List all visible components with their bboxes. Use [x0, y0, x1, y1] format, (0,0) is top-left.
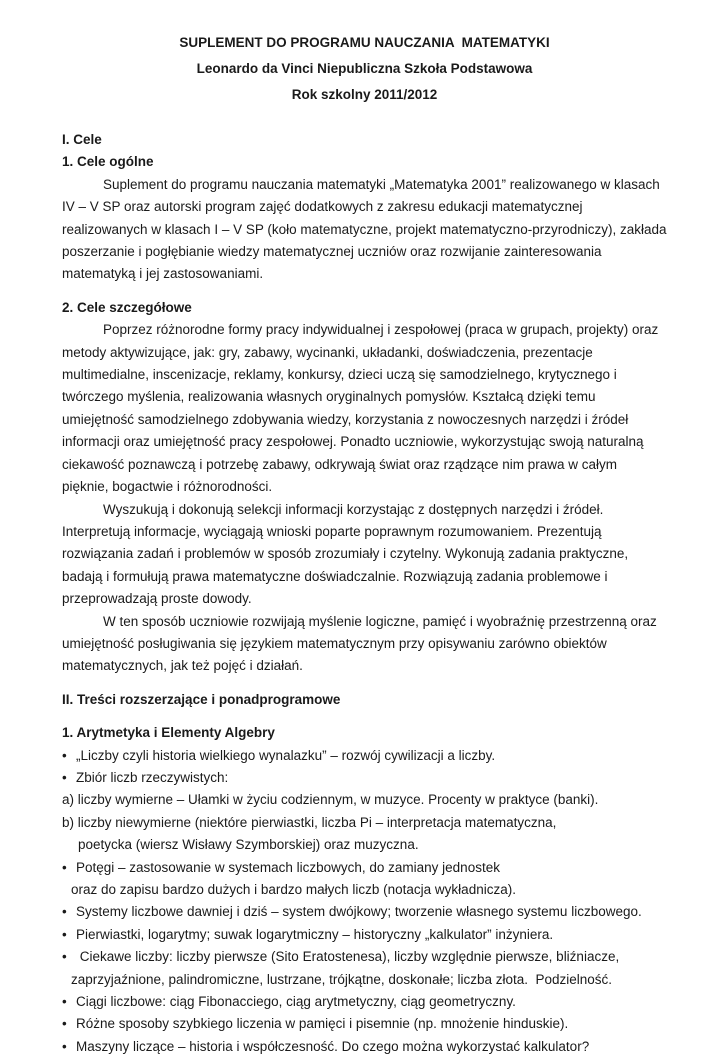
bullet-item: [62, 767, 667, 789]
bullet-text: Ciekawe liczby: liczby pierwsze (Sito Eratostenesa), liczby względnie pierwsze, bliźniacze,: [76, 949, 620, 965]
bullet-text: Zbiór liczb rzeczywistych:: [76, 769, 229, 785]
section-heading: I. Cele: [62, 132, 102, 147]
paragraph: Suplement do programu nauczania matematyki „Matematyka 2001” realizowanego w klasach IV – V SP oraz autorski program zajęć dodatkowych z zakresu edukacji matematycznej realizowanych w klasach I – V SP (koło matematyczne, projekt matematyczno-przyrodniczy), zakłada poszerzanie i pogłębianie wiedzy matematycznej uczniów oraz rozwijanie zainteresowania matematyką i jej zastosowaniami.: [62, 176, 671, 282]
bullet-text: Pierwiastki, logarytmy; suwak logarytmiczny – historyczny „kalkulator” inżyniera.: [76, 926, 554, 942]
bullet-item: [62, 1036, 667, 1058]
bullet-text: Potęgi – zastosowanie w systemach liczbowych, do zamiany jednostek: [76, 859, 500, 875]
bullet-icon: •: [62, 1038, 67, 1054]
section-heading: 2. Cele szczegółowe: [62, 299, 192, 315]
bullet-icon: •: [62, 747, 67, 763]
bullet-icon: •: [62, 769, 67, 785]
bullet-item: [62, 857, 667, 879]
document-body: [62, 129, 671, 1058]
list-line: a) liczby wymierne – Ułamki w życiu codziennym, w muzyce. Procenty w praktyce (banki).: [62, 792, 599, 808]
bullet-icon: •: [62, 1016, 67, 1032]
bullet-item: [62, 991, 667, 1013]
document-title: SUPLEMENT DO PROGRAMU NAUCZANIA MATEMATYKI: [179, 35, 550, 50]
bullet-text: Ciągi liczbowe: ciąg Fibonacciego, ciąg arytmetyczny, ciąg geometryczny.: [76, 994, 516, 1010]
list-continuation-line: oraz do zapisu bardzo dużych i bardzo małych liczb (notacja wykładnicza).: [71, 882, 516, 897]
bullet-item: [62, 946, 667, 968]
paragraph: Poprzez różnorodne formy pracy indywidualnej i zespołowej (praca w grupach, projekty) oraz metody aktywizujące, jak: gry, zabawy, wycinanki, układanki, doświadczenia, prezentacje multimedialne, inscenizacje, reklamy, konkursy, dzieci uczą się samodzielnego, krytycznego i twórczego myślenia, realizowania własnych oryginalnych pomysłów. Kształcą dzięki temu umiejętność samodzielnego zdobywania wiedzy, korzystania z nowoczesnych narzędzi i źródeł informacji oraz umiejętność pracy zespołowej. Ponadto uczniowie, wykorzystując swoją naturalną ciekawość poznawczą i potrzebę zabawy, odkrywają świat oraz rządzące nim prawa w całym pięknie, bogactwie i różnorodności.: [62, 322, 663, 495]
bullet-text: Systemy liczbowe dawniej i dziś – system dwójkowy; tworzenie własnego systemu liczbowego.: [76, 904, 642, 920]
list-continuation-line: zaprzyjaźnione, palindromiczne, lustrzane, trójkątne, doskonałe; liczba złota. Podzielność.: [71, 971, 613, 987]
list-line: b) liczby niewymierne (niektóre pierwiastki, liczba Pi – interpretacja matematyczna,: [62, 814, 557, 830]
bullet-icon: •: [62, 994, 67, 1010]
bullet-icon: •: [62, 926, 67, 942]
list-continuation-line: poetycka (wiersz Wisławy Szymborskiej) oraz muzyczna.: [78, 837, 419, 853]
document-subtitle-year: Rok szkolny 2011/2012: [291, 87, 438, 102]
bullet-item: [62, 924, 667, 946]
paragraph: W ten sposób uczniowie rozwijają myślenie logiczne, pamięć i wyobraźnię przestrzenną oraz umiejętność posługiwania się językiem matematycznym przy opisywaniu zarówno obiektów matematycznych, jak też pojęć i działań.: [62, 613, 661, 674]
section-heading: II. Treści rozszerzające i ponadprogramowe: [62, 691, 341, 707]
section-heading: 1. Arytmetyka i Elementy Algebry: [62, 725, 275, 741]
document-subtitle-school: Leonardo da Vinci Niepubliczna Szkoła Podstawowa: [196, 61, 533, 76]
bullet-icon: •: [62, 859, 67, 875]
bullet-item: [62, 901, 667, 923]
bullet-item: [62, 745, 667, 767]
bullet-text: „Liczby czyli historia wielkiego wynalazku” – rozwój cywilizacji a liczby.: [76, 747, 496, 763]
section-heading: 1. Cele ogólne: [62, 154, 154, 170]
paragraph: Wyszukują i dokonują selekcji informacji korzystając z dostępnych narzędzi i źródeł. Interpretują informacje, wyciągają wnioski poparte poprawnym rozumowaniem. Prezentują rozwiązania zadań i problemów w sposób zrozumiały i czytelny. Wykonują zadania praktyczne, badają i formułują prawa matematyczne doświadczalnie. Rozwiązują zadania problemowe i przeprowadzają proste dowody.: [62, 501, 632, 607]
bullet-icon: •: [62, 949, 67, 965]
bullet-text: Maszyny liczące – historia i współczesność. Do czego można wykorzystać kalkulator?: [76, 1038, 590, 1054]
bullet-icon: •: [62, 904, 67, 920]
bullet-item: [62, 1013, 667, 1035]
bullet-text: Różne sposoby szybkiego liczenia w pamięci i pisemnie (np. mnożenie hinduskie).: [76, 1016, 569, 1032]
document-header: [62, 30, 667, 108]
